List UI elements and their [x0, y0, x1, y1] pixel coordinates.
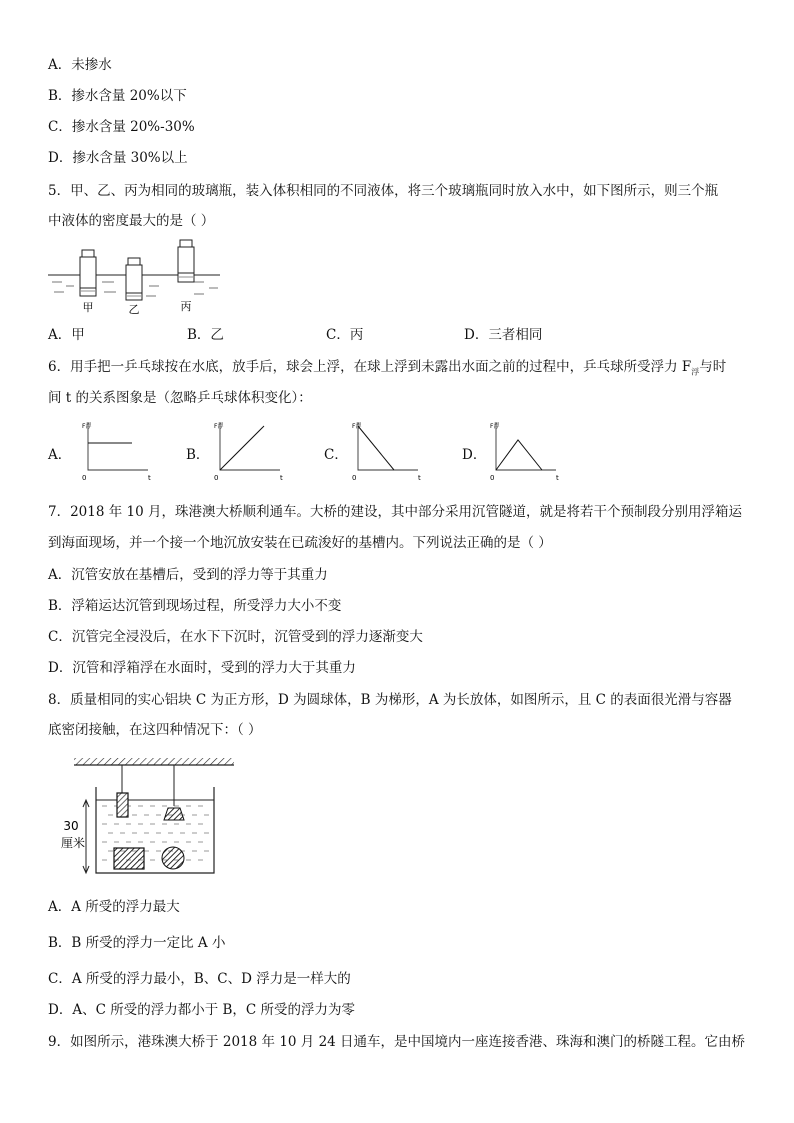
q9-stem-line1: 9．如图所示，港珠澳大桥于 2018 年 10 月 24 日通车，是中国境内一座连接香港、珠海和澳门的桥隧工程。它由桥	[48, 1034, 746, 1050]
origin-label: 0	[490, 474, 495, 482]
q7-option-d: D．沉管和浮箱浮在水面时，受到的浮力大于其重力	[48, 660, 356, 676]
axis-x-label: t	[556, 474, 559, 482]
origin-label: 0	[214, 474, 219, 482]
block-b	[164, 808, 184, 820]
q5-stem-line1: 5．甲、乙、丙为相同的玻璃瓶，装入体积相同的不同液体，将三个玻璃瓶同时放入水中，如下图所示，则三个瓶	[48, 183, 719, 199]
q6-stem-line1: 6．用手把一乒乓球按在水底，放手后，球会上浮，在球上浮到未露出水面之前的过程中，乒乓球所受浮力 $F_浮$与时	[48, 359, 727, 377]
origin-label: 0	[82, 474, 87, 482]
q7-stem-line2: 到海面现场，并一个接一个地沉放安装在已疏浚好的基槽内。下列说法正确的是（ ）	[48, 535, 552, 551]
block-d	[162, 847, 184, 869]
graph-c	[352, 422, 421, 482]
axis-x-label: t	[148, 474, 151, 482]
q8-stem-line1: 8．质量相同的实心铝块 C 为正方形，D 为圆球体，B 为梯形，A 为长放体，如图所示，且 C 的表面很光滑与容器	[48, 692, 732, 708]
q7-option-b: B．浮箱运达沉管到现场过程，所受浮力大小不变	[48, 598, 342, 614]
graph-a	[82, 422, 151, 482]
q5-option-c: C．丙	[326, 327, 364, 343]
axes	[220, 422, 280, 470]
q6-label-c: C．	[324, 447, 348, 463]
container-figure	[56, 756, 246, 878]
axis-x-label: t	[280, 474, 283, 482]
q8-option-d: D．A、C 所受的浮力都小于 B，C 所受的浮力为零	[48, 1002, 356, 1018]
origin-label: 0	[352, 474, 357, 482]
q6-label-d: D．	[462, 447, 487, 463]
block-c	[114, 848, 144, 869]
q4-option-b: B．掺水含量 20%以下	[48, 88, 187, 104]
q4-option-c: C．掺水含量 20%-30%	[48, 119, 195, 135]
q7-option-a: A．沉管安放在基槽后，受到的浮力等于其重力	[48, 567, 328, 583]
axes	[88, 422, 148, 470]
curve	[220, 426, 264, 470]
axis-x-label: t	[418, 474, 421, 482]
q6-label-b: B．	[186, 447, 210, 463]
bottles-figure	[44, 238, 224, 316]
graph-d	[490, 422, 559, 482]
q5-stem-line2: 中液体的密度最大的是（ ）	[48, 213, 215, 229]
q4-option-d: D．掺水含量 30%以上	[48, 150, 188, 166]
depth-value: 30	[63, 819, 79, 833]
curve	[358, 426, 394, 470]
label-yi: 乙	[128, 303, 140, 316]
axis-y-label: F浮	[214, 423, 224, 430]
q8-option-c: C．A 所受的浮力最小，B、C、D 浮力是一样大的	[48, 971, 351, 987]
bottle-bing	[178, 240, 194, 282]
q6-stem-line2: 间 t 的关系图象是（忽略乒乓球体积变化）：	[48, 390, 312, 406]
q8-stem-line2: 底密闭接触，在这四种情况下：（ ）	[48, 722, 262, 738]
axis-y-label: F浮	[490, 423, 500, 430]
q5-option-b: B．乙	[187, 327, 224, 343]
bottle-jia	[80, 250, 96, 296]
curve	[496, 440, 542, 470]
q7-option-c: C．沉管完全浸没后，在水下下沉时，沉管受到的浮力逐渐变大	[48, 629, 423, 645]
bottle-yi	[126, 258, 142, 300]
axis-y-label: F浮	[82, 423, 92, 430]
q8-option-a: A．A 所受的浮力最大	[48, 899, 180, 915]
q8-option-b: B．B 所受的浮力一定比 A 小	[48, 935, 226, 951]
q5-option-a: A．甲	[48, 327, 85, 343]
q7-stem-line1: 7．2018 年 10 月，珠港澳大桥顺利通车。大桥的建设，其中部分采用沉管隧道，就是将若干个预制段分别用浮箱运	[48, 504, 742, 520]
graph-b	[214, 422, 283, 482]
axis-y-label: F浮	[352, 423, 362, 430]
label-jia: 甲	[82, 301, 94, 314]
q4-option-a: A．未掺水	[48, 57, 112, 73]
q6-label-a: A．	[48, 447, 72, 463]
depth-unit: 厘米	[60, 836, 86, 850]
force-time-graphs	[0, 418, 794, 488]
label-bing: 丙	[180, 300, 192, 313]
subscript-fu: 浮	[691, 367, 700, 377]
q5-option-d: D．三者相同	[464, 327, 543, 343]
axes	[496, 422, 556, 470]
